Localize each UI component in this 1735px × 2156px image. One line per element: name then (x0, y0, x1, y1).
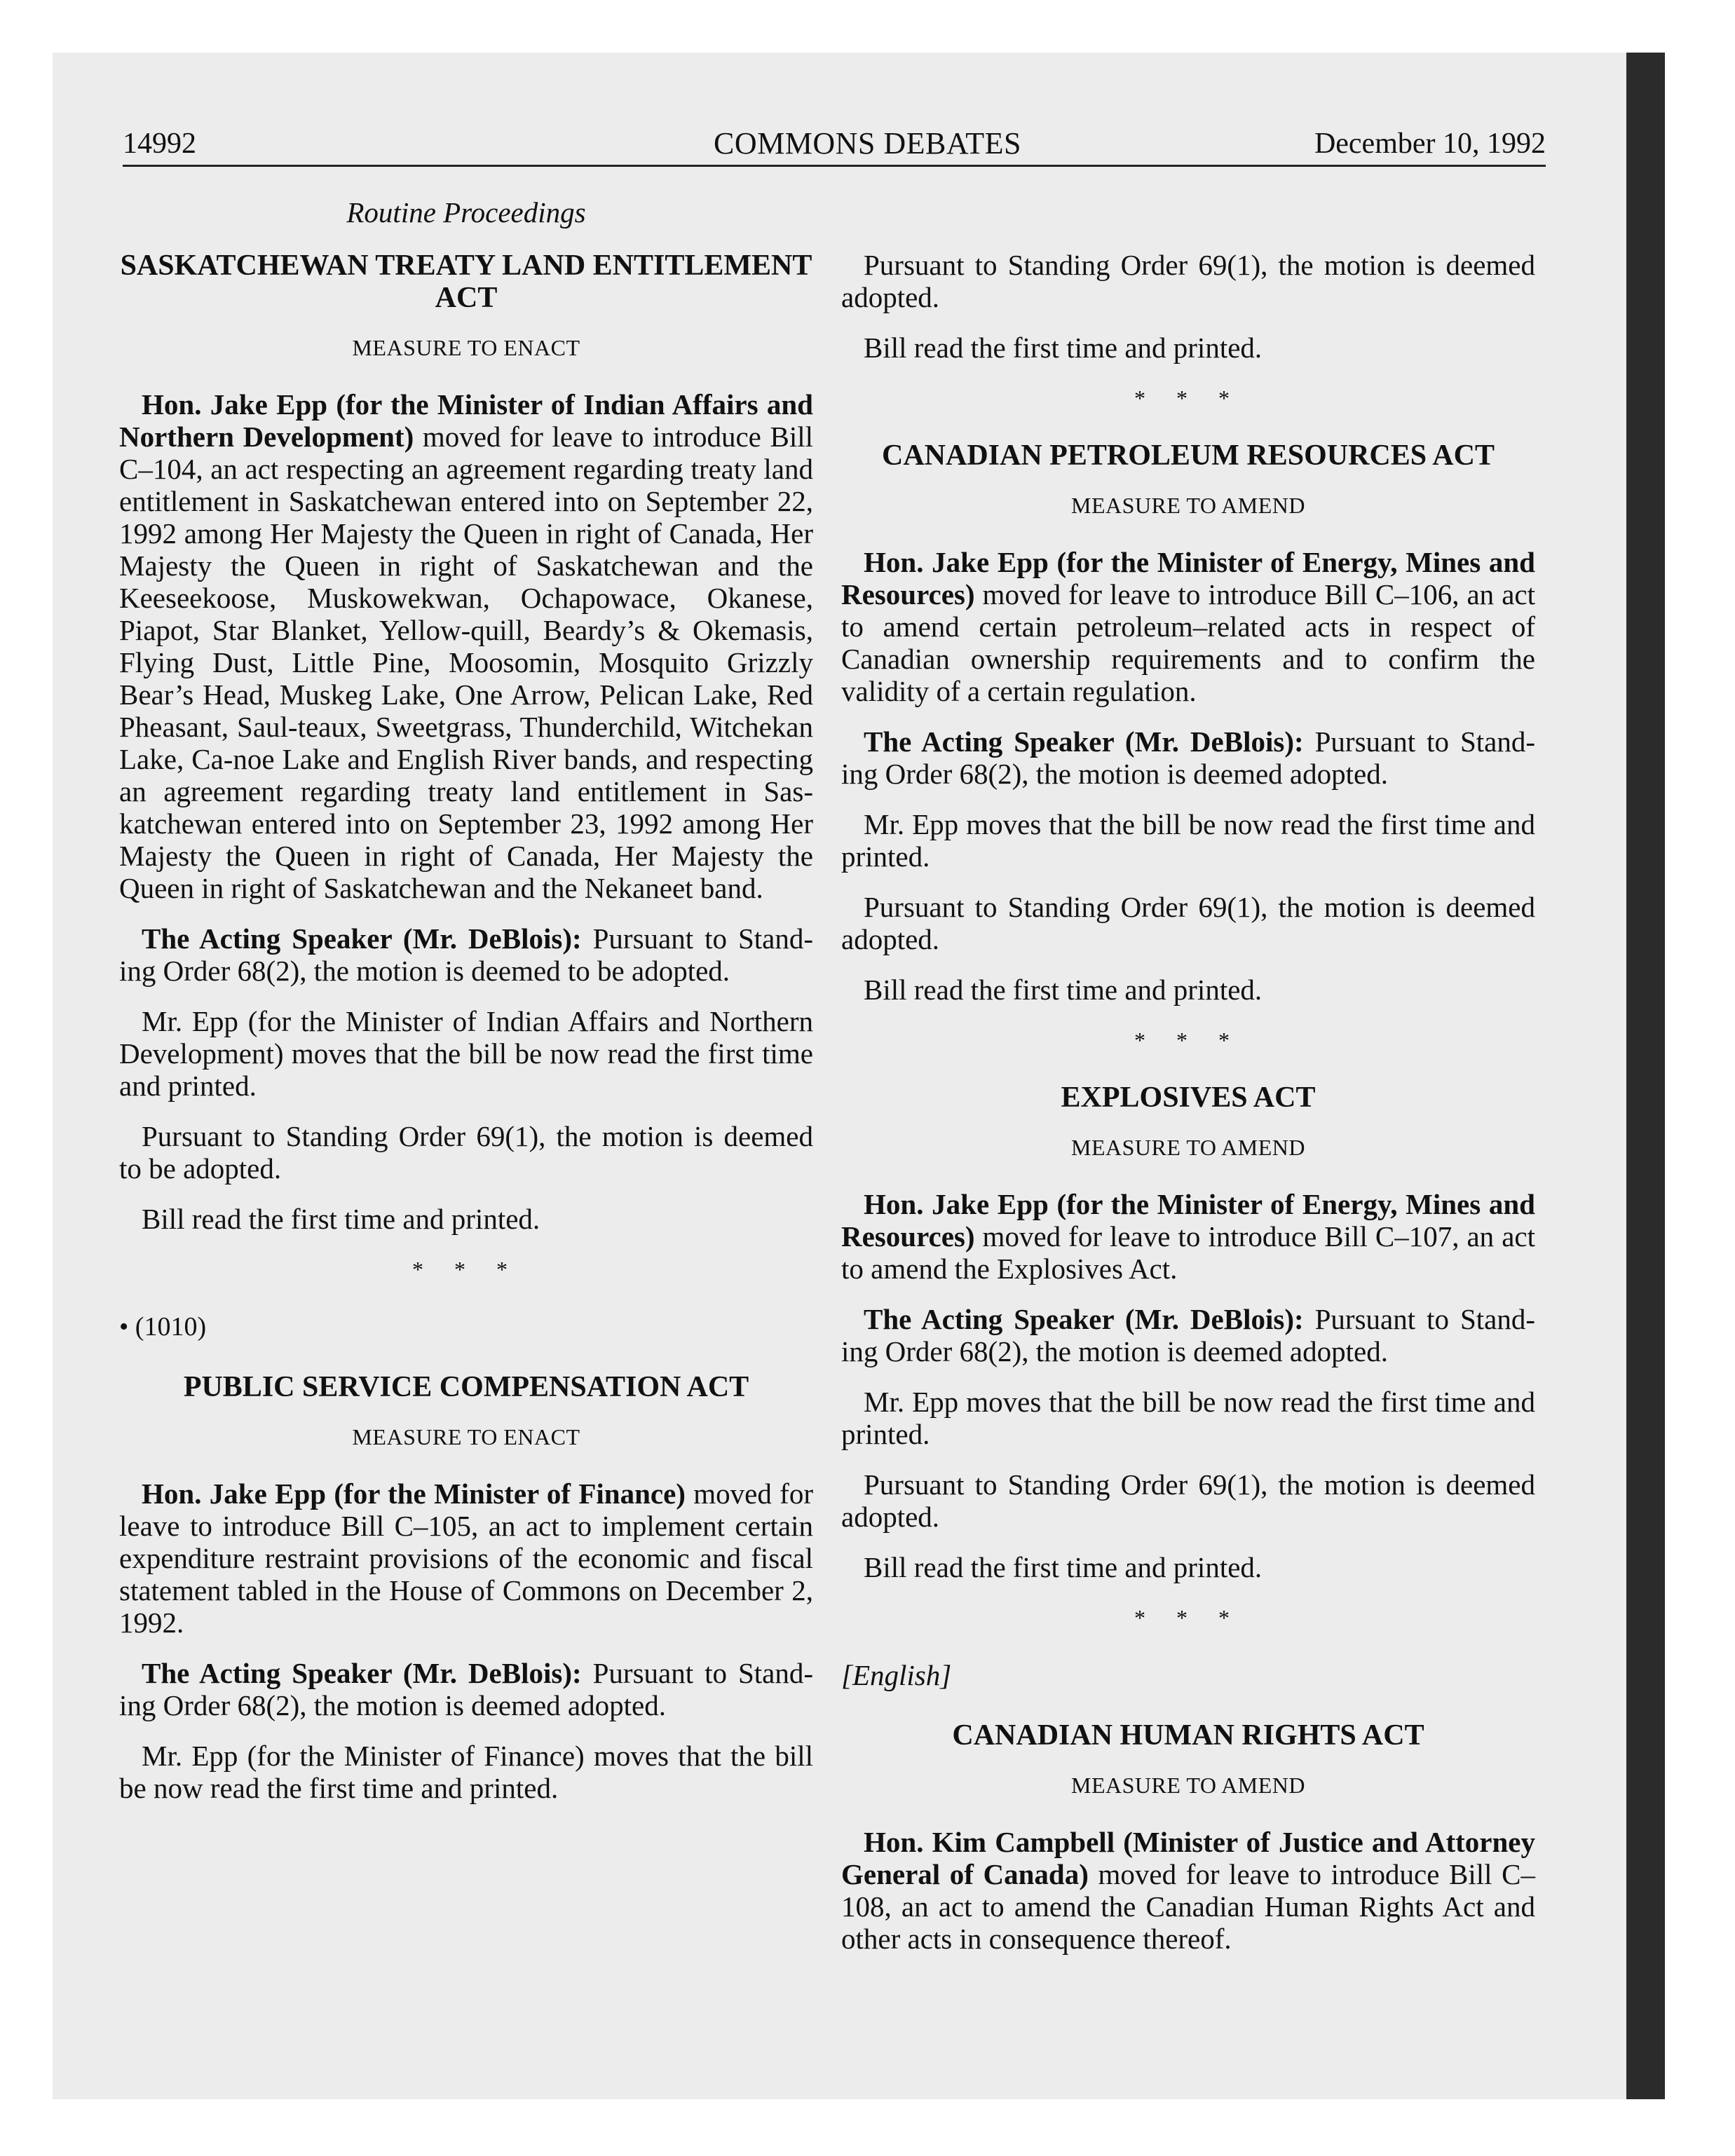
paragraph-text: moved for leave to introduce Bill C–105, an act to implement certain expenditure restraint provisions of the economic and fiscal statement tabled in the House of Commons on December 2, 1992. (119, 1478, 813, 1639)
section-separator: * * * (1134, 1605, 1242, 1630)
paragraph (119, 922, 813, 987)
right-column (841, 249, 1535, 1973)
paragraph (119, 1478, 813, 1639)
paragraph: Pursuant to Standing Order 69(1), the motion is deemed adopted. (841, 249, 1535, 313)
paragraph-text: moved for leave to introduce Bill C–104, an act respecting an agreement regarding treaty land entitlement in Saskatchewan entered into on September 22, 1992 among Her Majesty the Queen in right of Canada, Her Majesty the Queen in right of Saskatchewan and the Keeseekoose, Muskowekwan, Ochapowace, Okanese, Piapot, Star Blanket, Yellow-quill, Beardy’s & Okemasis, Flying Dust, Little Pine, Moosomin, Mosquito Grizzly Bear’s Head, Muskeg Lake, One Arrow, Pelican Lake, Red Pheasant, Saul-teaux, Sweetgrass, Thunderchild, Witchekan Lake, Ca-noe Lake and English River bands, and respecting an agreement regarding treaty land entitlement in Sas-katchewan entered into on September 23, 1992 among Her Majesty the Queen in right of Canada, Her Majesty the Queen in right of Saskatchewan and the Nekaneet band. (119, 421, 813, 904)
paragraph-text: Pursuant to Stand-ing Order 68(2), the motion is deemed adopted. (841, 1303, 1536, 1367)
section-separator: * * * (1134, 1028, 1242, 1053)
paragraph: Bill read the first time and printed. (864, 974, 1263, 1006)
paragraph: Mr. Epp (for the Minister of Finance) moves that the bill be now read the first time and printed. (119, 1740, 813, 1804)
act-subtitle: MEASURE TO AMEND (1071, 1135, 1305, 1160)
paragraph: Bill read the first time and printed. (864, 1551, 1263, 1583)
paragraph-text: Pursuant to Stand-ing Order 68(2), the motion is deemed adopted. (841, 725, 1536, 790)
section-separator: * * * (412, 1257, 520, 1282)
act-title-petroleum: CANADIAN PETROLEUM RESOURCES ACT (882, 439, 1495, 472)
paragraph: Bill read the first time and printed. (142, 1203, 540, 1235)
act-title-explosives: EXPLOSIVES ACT (1061, 1082, 1316, 1114)
paragraph: Pursuant to Standing Order 69(1), the motion is deemed to be adopted. (119, 1120, 813, 1185)
publication-title: COMMONS DEBATES (713, 126, 1021, 161)
act-subtitle: MEASURE TO AMEND (1071, 1773, 1305, 1798)
act-subtitle: MEASURE TO AMEND (1071, 493, 1305, 518)
act-subtitle: MEASURE TO ENACT (352, 335, 580, 360)
speaker-name: The Acting Speaker (Mr. DeBlois): (142, 922, 582, 955)
speaker-name: Hon. Jake Epp (for the Minister of Energy, Mines and Resources) (841, 546, 1535, 610)
paragraph-text: moved for leave to introduce Bill C–106, an act to amend certain petroleum–related acts in respect of Canadian ownership requirements and to confirm the validity of a certain regulation. (841, 578, 1535, 707)
paragraph: Pursuant to Standing Order 69(1), the motion is deemed adopted. (841, 891, 1535, 955)
paragraph: Mr. Epp moves that the bill be now read the first time and printed. (841, 808, 1535, 873)
paragraph (119, 388, 813, 904)
paragraph (841, 725, 1535, 790)
paragraph (119, 1657, 813, 1721)
paragraph (841, 1303, 1535, 1367)
paragraph-text: Pursuant to Stand-ing Order 68(2), the motion is deemed adopted. (119, 1657, 814, 1721)
paragraph-text: moved for leave to introduce Bill C–108, an act to amend the Canadian Human Rights Act and other acts in consequence thereof. (841, 1858, 1536, 1955)
speaker-name: Hon. Jake Epp (for the Minister of Finance) (142, 1478, 686, 1510)
speaker-name: The Acting Speaker (Mr. DeBlois): (864, 725, 1304, 758)
paragraph: Mr. Epp (for the Minister of Indian Affairs and Northern Development) moves that the bill be now read the first time and printed. (119, 1005, 813, 1102)
language-marker: [English] (841, 1659, 952, 1691)
paragraph (841, 546, 1535, 707)
act-subtitle: MEASURE TO ENACT (352, 1424, 580, 1449)
act-title-public-service: PUBLIC SERVICE COMPENSATION ACT (183, 1371, 749, 1403)
paragraph: Bill read the first time and printed. (864, 332, 1263, 364)
speaker-name: Hon. Kim Campbell (Minister of Justice and Attorney General of Canada) (841, 1826, 1535, 1890)
header-rule (123, 165, 1546, 167)
paragraph-text: moved for leave to introduce Bill C–107, an act to amend the Explosives Act. (841, 1220, 1535, 1285)
speaker-name: Hon. Jake Epp (for the Minister of Indian Affairs and Northern Development) (119, 388, 813, 453)
page-number: 14992 (123, 128, 196, 160)
paragraph: Mr. Epp moves that the bill be now read the first time and printed. (841, 1386, 1535, 1450)
speaker-name: Hon. Jake Epp (for the Minister of Energy, Mines and Resources) (841, 1188, 1535, 1253)
left-column (119, 196, 813, 1822)
speaker-name: The Acting Speaker (Mr. DeBlois): (864, 1303, 1304, 1335)
speaker-name: The Acting Speaker (Mr. DeBlois): (142, 1657, 582, 1689)
paragraph (841, 1826, 1535, 1955)
paragraph-text: Pursuant to Stand-ing Order 68(2), the motion is deemed to be adopted. (119, 922, 814, 987)
section-separator: * * * (1134, 386, 1242, 411)
page-date: December 10, 1992 (1314, 128, 1546, 160)
paragraph: Pursuant to Standing Order 69(1), the motion is deemed adopted. (841, 1468, 1535, 1533)
section-label: Routine Proceedings (346, 196, 586, 228)
paragraph (841, 1188, 1535, 1285)
act-title-saskatchewan: SASKATCHEWAN TREATY LAND ENTITLEMENT ACT (120, 250, 812, 314)
act-title-human-rights: CANADIAN HUMAN RIGHTS ACT (952, 1719, 1424, 1752)
time-marker: • (1010) (119, 1312, 207, 1342)
scan-edge-shadow (1626, 53, 1665, 2099)
